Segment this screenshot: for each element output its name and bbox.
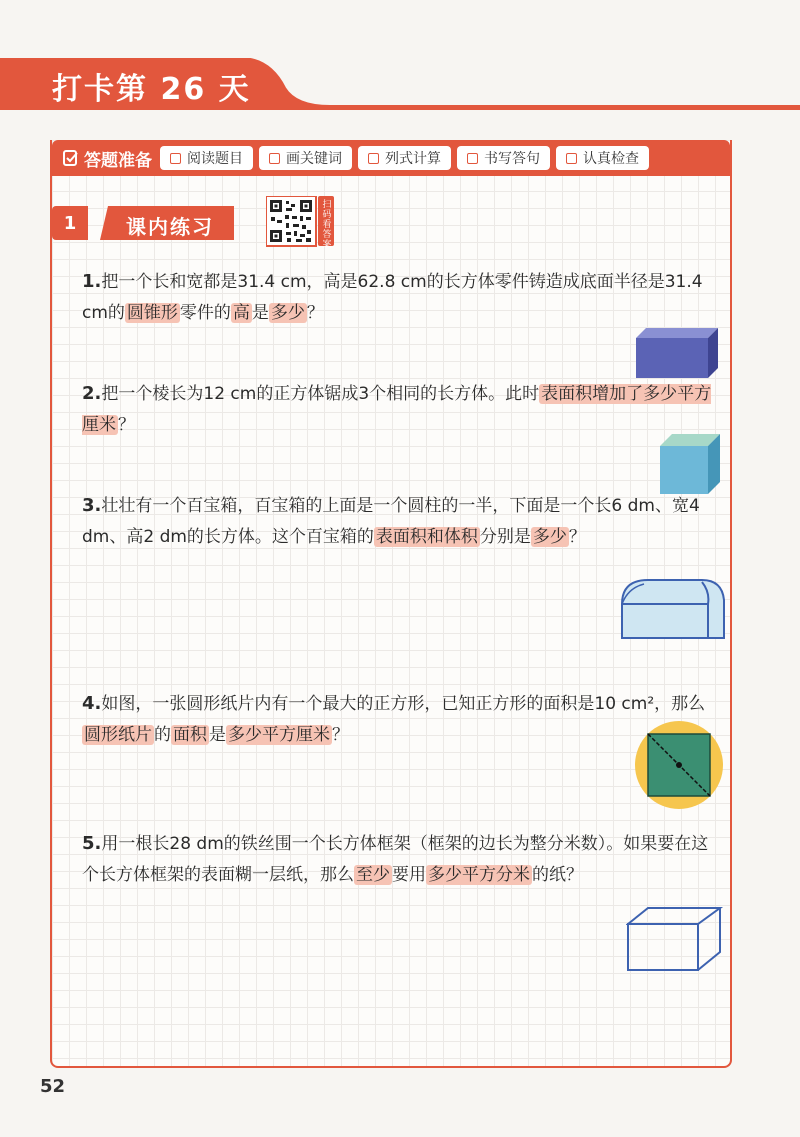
question-number: 1.: [82, 271, 102, 292]
keyword-highlight: 至少: [356, 865, 390, 885]
question-text: 分别是: [479, 527, 531, 547]
question-text: ？: [332, 725, 349, 745]
question-number: 4.: [82, 693, 102, 714]
prep-label: [62, 146, 152, 171]
question-text: 的: [154, 725, 171, 745]
cuboid-frame-figure: [626, 906, 726, 972]
checkbox-icon: [566, 153, 577, 164]
keyword-highlight: 表面积增加了多少平方厘米: [82, 384, 712, 435]
prep-step-keywords[interactable]: [259, 146, 352, 170]
cuboid-figure: [636, 328, 722, 378]
question-text: 要用: [392, 865, 426, 885]
circle-square-figure: [634, 720, 724, 810]
prep-step-compute[interactable]: [358, 146, 451, 170]
prep-step-label: 画关键词: [286, 151, 342, 167]
prep-step-check[interactable]: [556, 146, 649, 170]
page-title: 打卡第 26 天: [52, 72, 251, 107]
keyword-highlight: 圆形纸片: [84, 725, 152, 745]
keyword-highlight: 多少平方分米: [428, 865, 530, 885]
question-text: 壮壮有一个百宝箱，百宝箱的上面是一个圆柱的一半，下面是一个长6 dm、宽4 dm、高2 dm的长方体。这个百宝箱的: [82, 496, 700, 547]
header-banner: [0, 58, 800, 110]
question-text: 是: [251, 303, 269, 323]
cube-figure: [660, 434, 722, 496]
keyword-highlight: 表面积和体积: [375, 527, 478, 547]
prep-step-answer[interactable]: [457, 146, 550, 170]
exercise-card: [50, 140, 732, 1068]
question-number: 3.: [82, 495, 102, 516]
checklist-icon: [62, 149, 80, 167]
page-number: 52: [40, 1076, 66, 1097]
section-title: 课内练习: [126, 215, 214, 239]
prep-label-text: 答题准备: [84, 150, 152, 171]
question-text: 是: [209, 725, 226, 745]
question-text: 的纸？: [532, 865, 583, 885]
keyword-highlight: 面积: [173, 725, 207, 745]
keyword-highlight: 多少: [532, 527, 567, 547]
prep-step-label: 认真检查: [583, 151, 639, 167]
question-text: ？: [568, 527, 586, 547]
checkbox-icon: [170, 153, 181, 164]
question-4: [82, 688, 722, 751]
question-text: 把一个棱长为12 cm的正方体锯成3个相同的长方体。此时: [101, 384, 540, 404]
keyword-highlight: 圆锥形: [126, 303, 178, 323]
prep-step-label: 书写答句: [484, 151, 540, 167]
question-1: [82, 266, 722, 329]
question-5: [82, 828, 722, 891]
keyword-highlight: 高: [232, 303, 250, 323]
question-text: ？: [118, 415, 135, 435]
question-2: [82, 378, 722, 441]
question-number: 2.: [82, 383, 102, 404]
treasure-box-figure: [618, 574, 728, 646]
checkbox-icon: [368, 153, 379, 164]
keyword-highlight: 多少平方厘米: [228, 725, 330, 745]
qr-caption: 扫码看答案: [322, 200, 332, 250]
question-text: ？: [306, 303, 324, 323]
prep-step-label: 列式计算: [385, 151, 441, 167]
question-number: 5.: [82, 833, 102, 854]
question-text: 用一根长28 dm的铁丝围一个长方体框架（框架的边长为整分米数）。如果要在这个长方体框架的表面糊一层纸，那么: [82, 834, 709, 885]
question-text: 把一个长和宽都是31.4 cm，高是62.8 cm的长方体零件铸造成底面半径是31.4 cm的: [82, 272, 703, 323]
section-number: 1: [52, 206, 88, 240]
question-text: 零件的: [179, 303, 231, 323]
prep-bar: [52, 140, 730, 176]
question-text: 如图，一张圆形纸片内有一个最大的正方形，已知正方形的面积是10 cm²，那么: [101, 694, 706, 714]
question-3: [82, 490, 722, 553]
checkbox-icon: [467, 153, 478, 164]
prep-step-label: 阅读题目: [187, 151, 243, 167]
section-tag: [100, 206, 234, 240]
keyword-highlight: 多少: [270, 303, 305, 323]
checkbox-icon: [269, 153, 280, 164]
prep-step-read[interactable]: [160, 146, 253, 170]
